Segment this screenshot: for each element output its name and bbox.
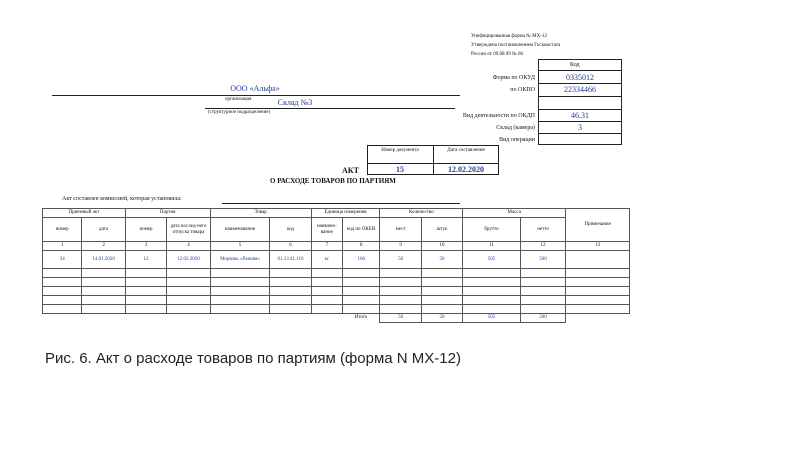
col-num-7: 7: [311, 242, 342, 251]
th-batch-number: номер: [125, 218, 166, 242]
col-num-6: 6: [270, 242, 311, 251]
table-row: [43, 287, 630, 296]
okpo-value: 22334466: [564, 85, 596, 94]
th-qty-places: мест: [380, 218, 421, 242]
form-header-line1: Унифицированная форма № МХ-12: [471, 34, 547, 39]
act-label: АКТ: [342, 166, 359, 175]
org-name: ООО «Альфа»: [230, 84, 280, 93]
cell-goods-code: 01.13.41.110: [270, 251, 311, 269]
cell-act-date: 14.01.2020: [82, 251, 125, 269]
form-header-line2: Утверждена постановлением Госкомстата: [471, 43, 561, 48]
warehouse-value: 3: [578, 123, 582, 132]
okpo-label: по ОКПО: [510, 87, 535, 93]
doc-date: 12.02.2020: [448, 165, 484, 174]
total-label: Итого: [354, 315, 368, 321]
cell-batch-number: 12: [125, 251, 166, 269]
org-name-caption: организация: [225, 97, 252, 102]
org-division: Склад №3: [277, 98, 313, 107]
doc-number-header: Номер документа: [381, 148, 419, 153]
cell-qty-places: 50: [380, 251, 421, 269]
doc-number: 15: [396, 165, 404, 174]
okdp-value: 46.31: [571, 111, 589, 120]
table-row: [43, 251, 630, 269]
cell-qty-pieces: 50: [421, 251, 462, 269]
th-mass: Масса: [463, 209, 566, 218]
cell-mass-net: 500: [520, 251, 565, 269]
okud-value: 0335012: [566, 73, 594, 82]
th-mass-net: нетто: [520, 218, 565, 242]
warehouse-label: Склад (камера): [496, 125, 535, 131]
org-division-caption: (структурное подразделение): [208, 110, 271, 115]
okdp-label: Вид деятельности по ОКДП: [462, 113, 535, 119]
cell-unit-okei: 166: [343, 251, 380, 269]
total-gross: 505: [463, 314, 521, 323]
col-num-8: 8: [343, 242, 380, 251]
form-header-line3: России от 09.08.99 № 66: [471, 52, 523, 57]
th-goods-name: наименование: [210, 218, 270, 242]
th-unit-okei: код по ОКЕИ: [343, 218, 380, 242]
col-num-5: 5: [210, 242, 270, 251]
col-num-3: 3: [125, 242, 166, 251]
col-num-13: 13: [566, 242, 630, 251]
cell-act-number: 34: [43, 251, 82, 269]
col-num-11: 11: [463, 242, 521, 251]
col-num-1: 1: [43, 242, 82, 251]
th-batch-last-date: дата послед-него отпуска товара: [167, 218, 210, 242]
figure-caption: Рис. 6. Акт о расходе товаров по партиям (форма N МХ-12): [45, 350, 461, 367]
table-row: [43, 269, 630, 278]
th-act-date: дата: [82, 218, 125, 242]
th-goods: Товар: [210, 209, 311, 218]
th-mass-gross: брутто: [463, 218, 521, 242]
total-places: 50: [380, 314, 421, 323]
doc-title: О РАСХОДЕ ТОВАРОВ ПО ПАРТИЯМ: [270, 177, 396, 185]
th-goods-code: код: [270, 218, 311, 242]
commission-text: Акт составлен комиссией, которая установила:: [62, 196, 182, 202]
col-num-12: 12: [520, 242, 565, 251]
cell-unit-name: кг: [311, 251, 342, 269]
totals-row: [43, 314, 630, 323]
total-net: 500: [520, 314, 565, 323]
col-num-9: 9: [380, 242, 421, 251]
cell-mass-gross: 505: [463, 251, 521, 269]
table-row: [43, 278, 630, 287]
th-quantity: Количество: [380, 209, 463, 218]
cell-note: [566, 251, 630, 269]
th-note: Примечание: [566, 209, 630, 242]
doc-date-header: Дата составления: [447, 148, 485, 153]
th-acceptance-act: Приемный акт: [43, 209, 126, 218]
cell-goods-name: Морковь «Ранняя»: [210, 251, 270, 269]
th-batch: Партия: [125, 209, 210, 218]
col-num-2: 2: [82, 242, 125, 251]
th-unit: Единица измерения: [311, 209, 380, 218]
th-qty-pieces: штук: [421, 218, 462, 242]
cell-batch-date: 12.02.2020: [167, 251, 210, 269]
th-unit-name: наимено-вание: [311, 218, 342, 242]
th-act-number: номер: [43, 218, 82, 242]
goods-table: [42, 208, 630, 323]
okud-label: Форма по ОКУД: [492, 75, 535, 81]
table-row: [43, 305, 630, 314]
codes-header: Код: [570, 62, 580, 68]
col-num-10: 10: [421, 242, 462, 251]
table-row: [43, 296, 630, 305]
total-pieces: 50: [421, 314, 462, 323]
col-num-4: 4: [167, 242, 210, 251]
operation-label: Вид операции: [499, 137, 535, 143]
